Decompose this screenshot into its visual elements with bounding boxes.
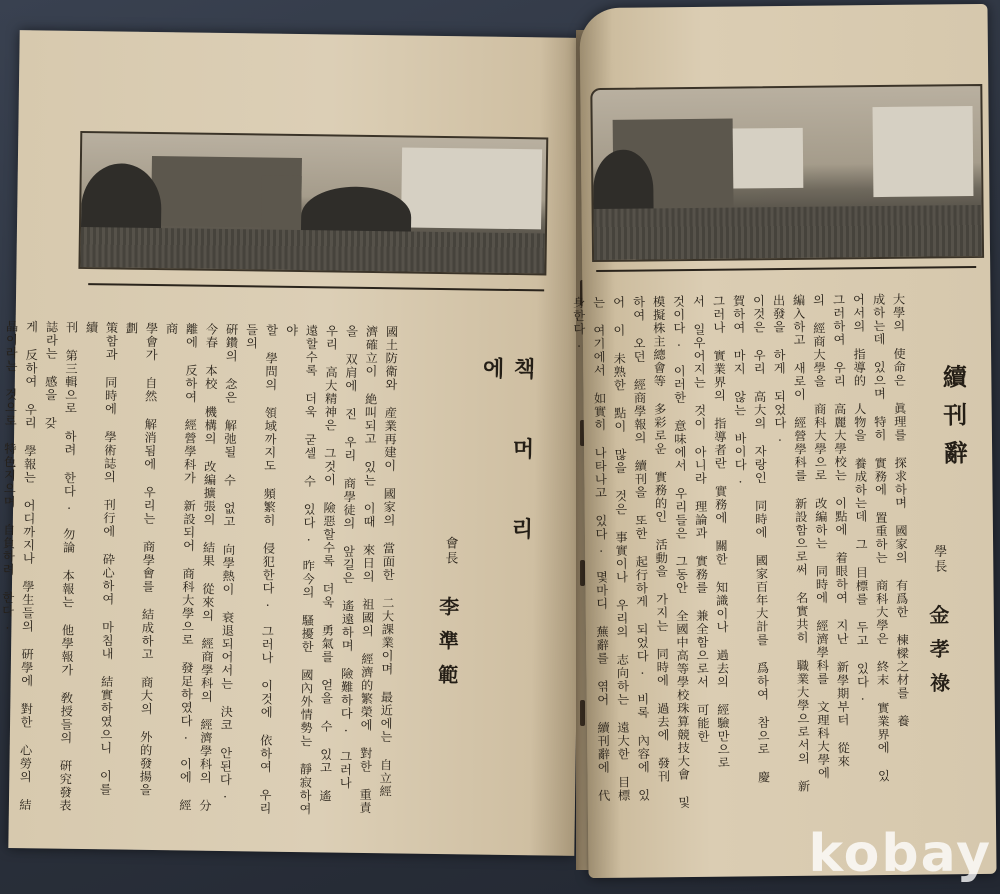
- text-line: 것이다. 이러한 意味에서 우리들은 그동안 全國中高等學校珠算競技大會 및: [671, 295, 691, 810]
- divider-line: [88, 283, 544, 291]
- left-page: [0, 30, 585, 856]
- author-role: 會長: [442, 536, 458, 567]
- campus-photo-left: [78, 131, 548, 276]
- text-line: 成하는데 있으며 特히 實務에 置重하는 商科大學은 終末 實業界에 있: [871, 292, 891, 783]
- text-line: 遠할수록 더욱 굳셀 수 있다. 昨今의 騷擾한 國內外情勢는 靜寂하여야: [284, 323, 319, 816]
- text-line: 大學의 使命은 眞理를 探求하며 國家의 有爲한 棟樑之材를 養: [891, 292, 911, 728]
- text-line: 우리 高大精神은 그것이 險惡할수록 더욱 勇氣를 얻을 수 있고 遙: [317, 324, 339, 803]
- text-line: 그러하여 우리 高麗大學校는 이點에 着眼하여 지난 新學期부터 從來: [831, 293, 851, 769]
- watermark: kobay: [808, 824, 992, 884]
- text-line: 서 일우어지는 것이 아니라 理論과 實務를 兼全함으로서 可能한: [691, 294, 711, 744]
- text-line: 의 經商大學을 商科大學으로 改編하는 同時에 經濟學科를 文理科大學에: [811, 293, 831, 780]
- text-line: 할 學問의 領域까지도 頻繁히 侵犯한다. 그러나 이것에 依하여 우리들의: [244, 323, 279, 816]
- text-line: 晶이라는 것으로 特色지으며 自負하려 한다.: [0, 319, 19, 633]
- article-title: 책 머 리 에: [478, 356, 537, 556]
- divider-line: [596, 266, 976, 272]
- article-title: 續刊辭: [938, 364, 969, 479]
- text-line: 模擬株主總會等 多彩로운 實務的인 活動을 가지는 同時에 過去에 發刊: [651, 295, 671, 784]
- author-name: 李準範: [434, 595, 460, 699]
- campus-photo-right: [590, 84, 984, 262]
- article-body: [0, 319, 402, 825]
- article-body: [568, 293, 914, 827]
- text-line: 어서의 指導的 人物을 養成하는데 그 目標를 두고 있다.: [851, 293, 870, 704]
- text-line: 今春 本校 機構의 改編擴張의 結果 從來의 經商學科의 經濟學科의 分: [197, 322, 219, 813]
- text-line: 는 여기에서 如實히 나타나고 있다. 몇마디 蕪辭를 엮어 續刊辭에 代: [591, 295, 611, 803]
- text-line: 賀하여 마지 않는 바이다.: [731, 294, 748, 487]
- text-line: 그러나 實業界의 指導者란 實務에 關한 知識이나 過去의 經驗만으로: [711, 294, 731, 770]
- text-line: 國土防衛와 産業再建이 國家의 當面한 二大課業이며 最近에는 自立經: [378, 325, 399, 799]
- text-line: 이것은 우리 高大의 자랑인 同時에 國家百年大計를 爲하여 참으로 慶: [751, 294, 771, 784]
- text-line: 策함과 同時에 學術誌의 刊行에 砕心하여 마침내 結實하였으니 이를 續: [84, 321, 119, 797]
- text-line: 을 双肩에 진 우리 商學徒의 앞길은 遙遠하며 險難하다. 그러나: [338, 324, 359, 790]
- text-line: 離에 反하여 經營學科가 新設되어 商科大學으로 發足하였다. 이에 經商: [164, 322, 199, 813]
- text-line: 濟確立이 絶叫되고 있는 이때 來日의 祖國의 經濟的繁榮에 對한 重責: [357, 324, 379, 815]
- author-name: 金孝祿: [925, 604, 951, 707]
- text-line: 하여 오던 經商學報의 續刊을 또한 起行하게 되었다. 비록 內容에 있: [631, 295, 651, 803]
- text-line: 刊 第三輯으로 하려 한다. 勿論 本報는 他學報가 敎授들의 硏究發表誌라는 感을 갖: [43, 320, 79, 813]
- author-role: 學長: [931, 544, 947, 575]
- text-line: 身한다.: [571, 296, 587, 351]
- text-line: 게 反하여 우리 學報는 어디까지나 學生들의 硏學에 對한 心勞의 結: [17, 320, 39, 812]
- text-line: 學會가 自然 解消됨에 우리는 商學會를 結成하고 商大의 外的發揚을 劃: [124, 321, 159, 797]
- text-line: 어 이 未熟한 點이 많을 것은 事實이나 우리의 志向하는 遠大한 目標: [611, 295, 631, 803]
- text-line: 編入하고 새로이 經營學科를 新設함으로써 名實共히 職業大學으로서의 新: [791, 293, 811, 794]
- text-line: 出發을 하게 되었다.: [771, 294, 788, 445]
- text-line: 硏鑽의 念은 解弛될 수 없고 向學熱이 衰退되어서는 決코 안된다.: [217, 322, 239, 802]
- right-page: [571, 4, 996, 878]
